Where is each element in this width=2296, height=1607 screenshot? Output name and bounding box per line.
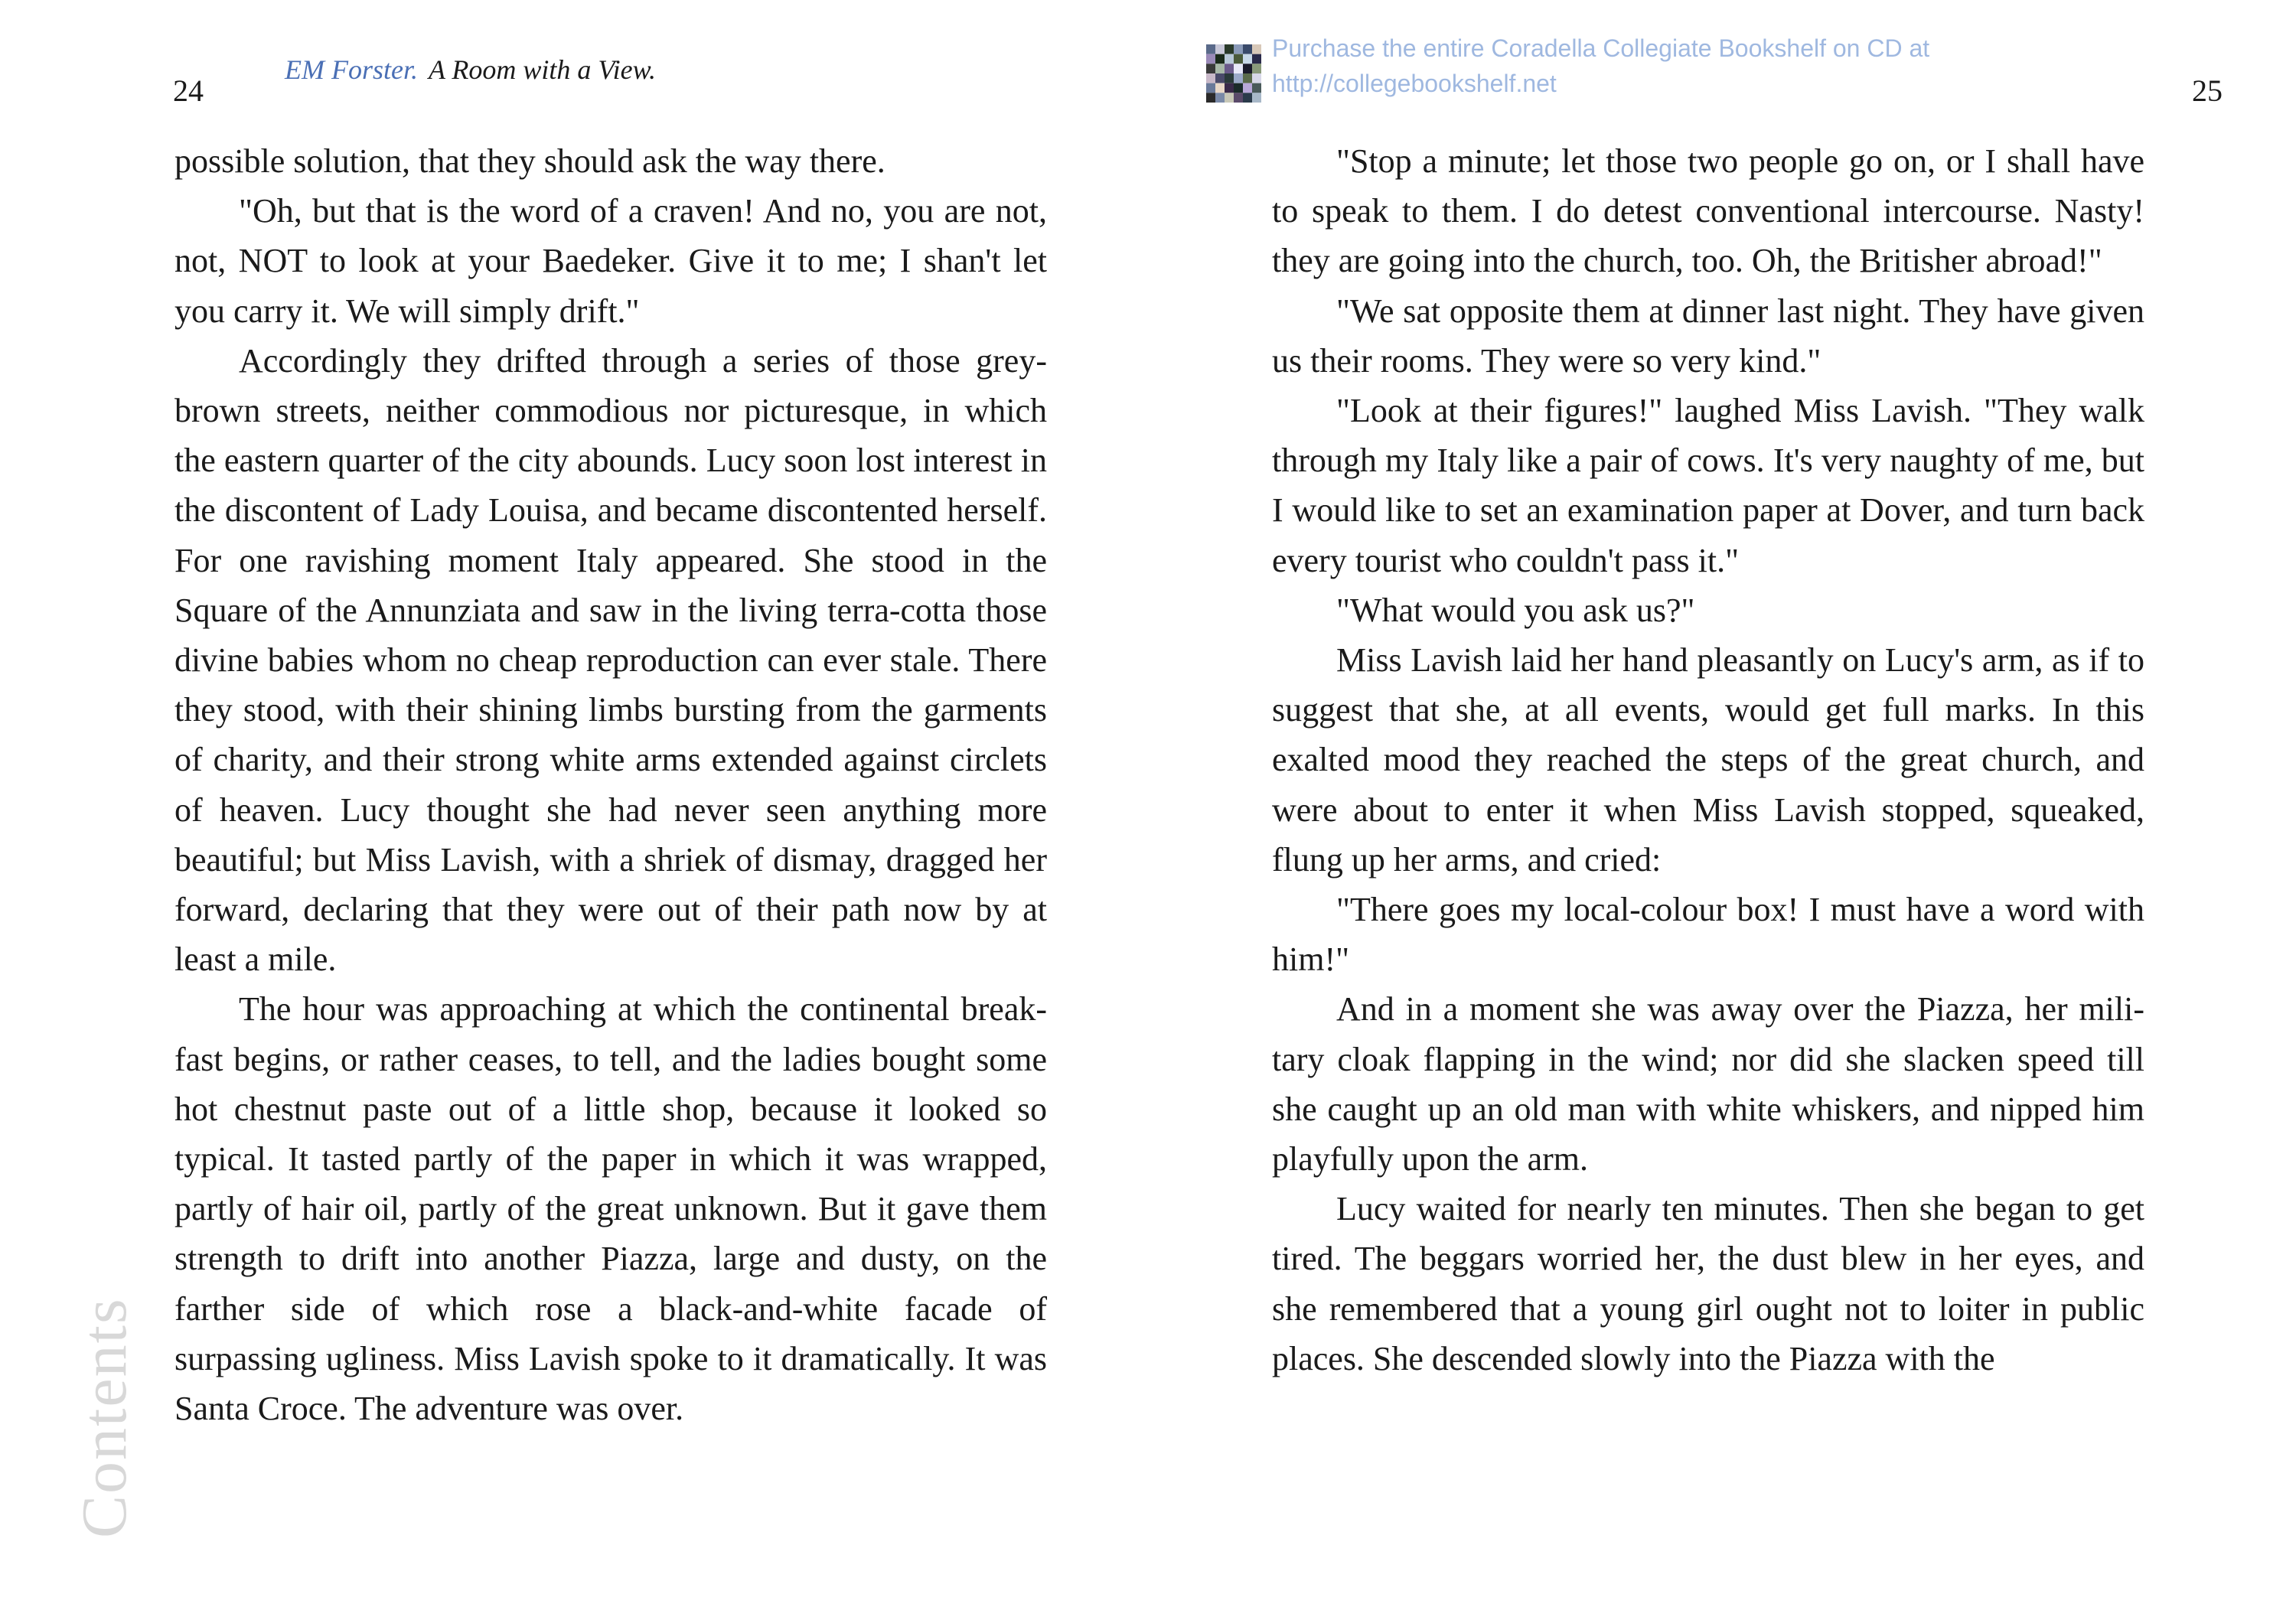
page-number-left: 24 <box>173 73 204 108</box>
paragraph: "Stop a minute; let those two people go on, or I shall have to speak to them. I do detest conventional intercourse. Nasty! they are going into the church, too. Oh, the Britisher abroad!" <box>1272 142 2144 280</box>
paragraph: "What would you ask us?" <box>1336 591 1695 629</box>
promo-url[interactable]: http://collegebookshelf.net <box>1272 70 1557 97</box>
promo-line-1[interactable]: Purchase the entire Coradella Collegiate Bookshelf on CD at <box>1272 34 1930 62</box>
paragraph: possible solution, that they should ask the way there. <box>174 142 885 180</box>
promo-link[interactable] <box>1272 31 1929 101</box>
contents-link[interactable]: Contents <box>69 1297 140 1538</box>
paragraph: "Look at their figures!" laughed Miss Lavish. "They walk through my Italy like a pair of cows. It's very naughty of me, but I would like to set an examination paper at Dover, and turn back every tourist who couldn't pass it." <box>1272 392 2144 579</box>
running-head <box>285 54 656 86</box>
paragraph: "We sat opposite them at dinner last night. They have given us their rooms. They were so very kind." <box>1272 292 2144 380</box>
paragraph: Miss Lavish laid her hand pleasantly on Lucy's arm, as if to suggest that she, at all events, would get full marks. In this exalted mood they reached the steps of the great church, and were about to enter it when Miss Lavish stopped, squeaked, flung up her arms, and cried: <box>1272 641 2144 878</box>
running-head-author: EM Forster. <box>285 54 418 85</box>
paragraph: Lucy waited for nearly ten minutes. Then she began to get tired. The beggars worried her, the dust blew in her eyes, and she remembered that a young girl ought not to loiter in public places. She descended slowly into the Piazza with the <box>1272 1190 2144 1377</box>
bookshelf-logo-icon <box>1206 44 1261 103</box>
running-head-title: A Room with a View. <box>429 54 656 85</box>
right-page-body <box>1272 136 2144 1384</box>
paragraph: Accordingly they drifted through a series of those grey-brown streets, neither commodious nor picturesque, in which the eastern quarter of the city abounds. Lucy soon lost interest in the discontent of Lady Louisa, and became discontented herself. For one ravishing moment Italy appeared. She stood in the Square of the Annunziata and saw in the living terra-cotta those divine babies whom no cheap reproduction can ever stale. There they stood, with their shining limbs bursting from the garments of charity, and their strong white arms extended against circlets of heaven. Lucy thought she had never seen anything more beautiful; but Miss Lavish, with a shriek of dismay, dragged her forward, declaring that they were out of their path now by at least a mile. <box>174 341 1047 979</box>
paragraph: "There goes my local-colour box! I must have a word with him!" <box>1272 891 2144 979</box>
left-page-body <box>174 136 1047 1433</box>
right-page <box>1148 0 2296 1607</box>
promo-banner[interactable] <box>1206 31 1929 103</box>
page-number-right: 25 <box>2192 73 2223 108</box>
paragraph: "Oh, but that is the word of a craven! And no, you are not, not, NOT to look at your Baedeker. Give it to me; I shan't let you carry it. We will simply drift." <box>174 192 1047 330</box>
paragraph: The hour was approaching at which the continental breakfast begins, or rather ceases, to tell, and the ladies bought some hot chestnut paste out of a little shop, because it looked so typical. It tasted partly of the paper in which it was wrapped, partly of hair oil, partly of the great unknown. But it gave them strength to drift into another Piazza, large and dusty, on the farther side of which rose a black-and-white facade of surpassing ugliness. Miss Lavish spoke to it dramatically. It was Santa Croce. The adventure was over. <box>174 990 1047 1428</box>
paragraph: And in a moment she was away over the Piazza, her military cloak flapping in the wind; nor did she slacken speed till she caught up an old man with white whiskers, and nipped him playfully upon the arm. <box>1272 990 2144 1178</box>
